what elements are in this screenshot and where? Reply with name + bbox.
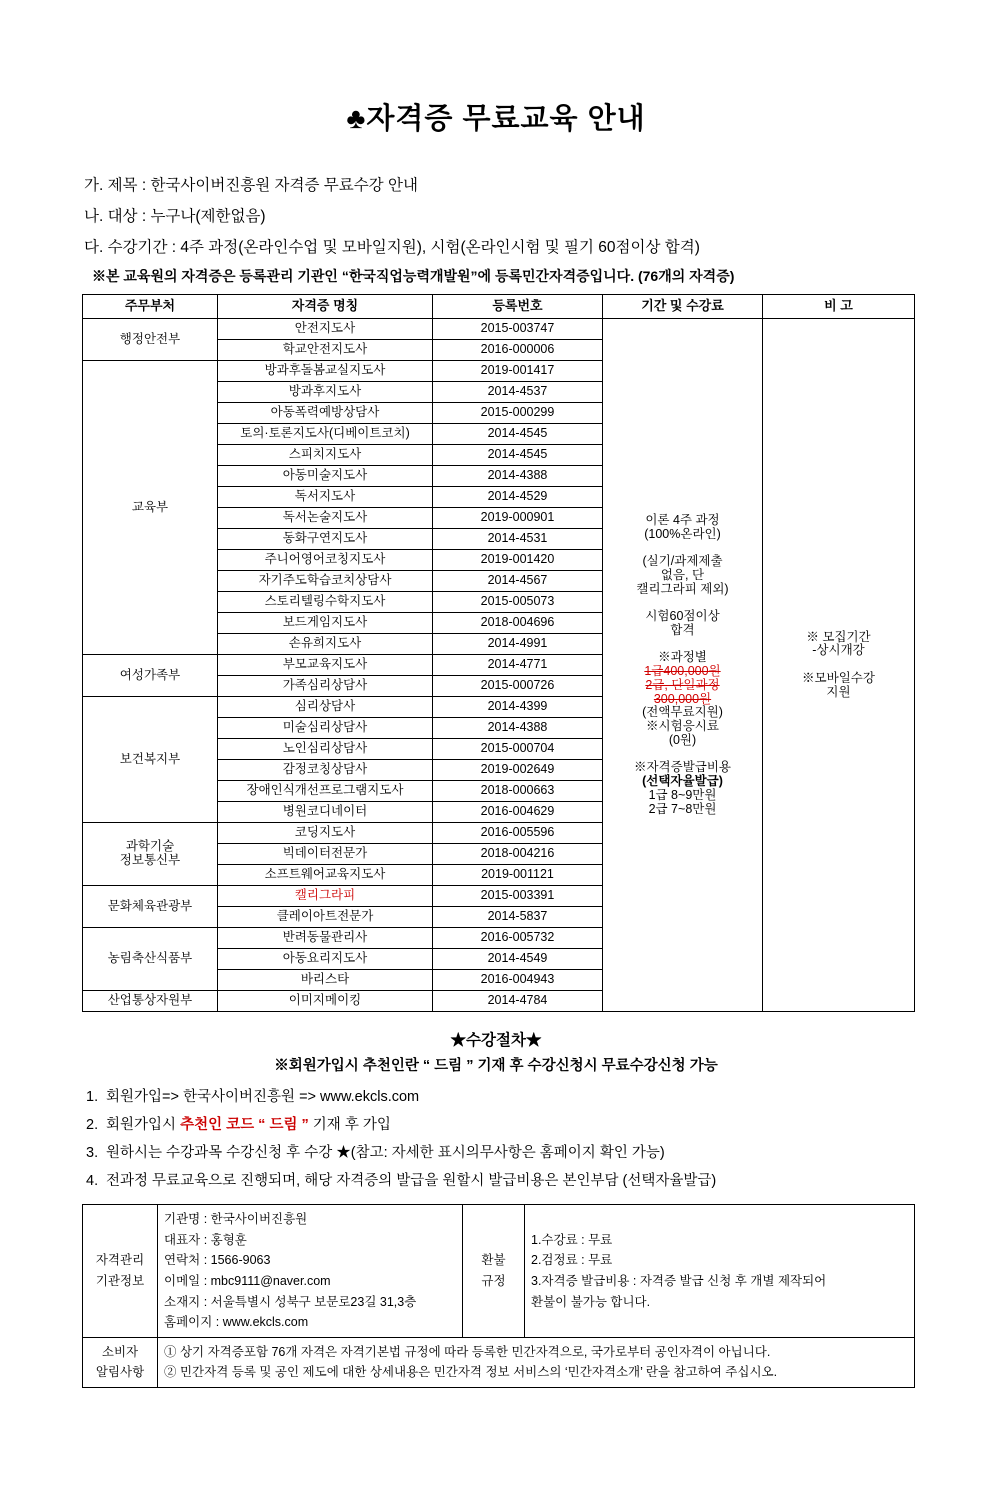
cell-certificate-name: 장애인식개선프로그램지도사 [218,781,433,802]
header-period-fee: 기간 및 수강료 [603,295,763,319]
cell-certificate-name: 손유희지도사 [218,634,433,655]
cell-registration-number: 2016-004943 [433,970,603,991]
intro-line-3: 다. 수강기간 : 4주 과정(온라인수업 및 모바일지원), 시험(온라인시험 및 필기 60점이상 합격) [84,239,700,256]
cell-certificate-name: 토의·토론지도사(디베이트코치) [218,424,433,445]
cell-registration-number: 2014-5837 [433,907,603,928]
cell-registration-number: 2018-004696 [433,613,603,634]
header-reg-number: 등록번호 [433,295,603,319]
cell-registration-number: 2018-004216 [433,844,603,865]
cell-certificate-name: 스피치지도사 [218,445,433,466]
institution-info-table [82,1204,915,1388]
cell-certificate-name: 독서지도사 [218,487,433,508]
cell-registration-number: 2014-4537 [433,382,603,403]
procedure-step-3: 3. 원하시는 수강과목 수강신청 후 수강 ★(참고: 자세한 표시의무사항은 홈페이지 확인 가능) [86,1145,665,1161]
procedure-step-2: 2. 회원가입시 추천인 코드 “ 드림 ” 기재 후 가입 [86,1117,391,1133]
cell-department: 농림축산식품부 [83,928,218,991]
intro-line-1: 가. 제목 : 한국사이버진흥원 자격증 무료수강 안내 [84,177,418,194]
cell-certificate-name: 보드게임지도사 [218,613,433,634]
cell-registration-number: 2018-000663 [433,781,603,802]
cell-department: 문화체육관광부 [83,886,218,928]
cell-remarks: ※ 모집기간 -상시개강 ※모바일수강 지원 [763,319,915,1012]
cell-registration-number: 2019-001417 [433,361,603,382]
cell-certificate-name: 독서논술지도사 [218,508,433,529]
cell-certificate-name: 아동폭력예방상담사 [218,403,433,424]
cell-department: 행정안전부 [83,319,218,361]
cell-certificate-name: 소프트웨어교육지도사 [218,865,433,886]
cell-registration-number: 2014-4771 [433,655,603,676]
info-label: 자격관리 기관정보 [83,1205,158,1338]
cell-certificate-name: 심리상담사 [218,697,433,718]
cell-certificate-name: 방과후돌봄교실지도사 [218,361,433,382]
refund-label: 환불 규정 [463,1205,525,1338]
cell-certificate-name: 캘리그라피 [218,886,433,907]
procedure-subheading: ※회원가입시 추천인란 “ 드림 ” 기재 후 수강신청시 무료수강신청 가능 [274,1058,718,1074]
page-title: ♣자격증 무료교육 안내 [346,103,646,135]
cell-department: 교육부 [83,361,218,655]
cell-certificate-name: 방과후지도사 [218,382,433,403]
procedure-steps [80,1085,912,1190]
cell-certificate-name: 아동요리지도사 [218,949,433,970]
document-page [0,96,992,1388]
header-dept: 주무부처 [83,295,218,319]
cell-registration-number: 2014-4549 [433,949,603,970]
cell-certificate-name: 바리스타 [218,970,433,991]
cell-certificate-name: 아동미술지도사 [218,466,433,487]
cell-certificate-name: 노인심리상담사 [218,739,433,760]
procedure-step-1: 1. 회원가입=> 한국사이버진흥원 => www.ekcls.com [86,1089,420,1105]
cell-department: 과학기술 정보통신부 [83,823,218,886]
notice-label: 소비자 알림사항 [83,1337,158,1387]
table-header-row [83,295,915,319]
cell-registration-number: 2014-4991 [433,634,603,655]
certificate-table [82,294,915,1012]
cell-certificate-name: 자기주도학습코치상담사 [218,571,433,592]
cell-registration-number: 2015-000704 [433,739,603,760]
cell-certificate-name: 이미지메이킹 [218,991,433,1012]
cell-department: 산업통상자원부 [83,991,218,1012]
cell-registration-number: 2015-000299 [433,403,603,424]
cell-registration-number: 2019-000901 [433,508,603,529]
notice-body: ① 상기 자격증포함 76개 자격은 자격기본법 규정에 따라 등록한 민간자격으로, 국가로부터 공인자격이 아닙니다. ② 민간자격 등록 및 공인 제도에 대한 상세내용은 민간자격 정보 서비스의 ‘민간자격소개’ 란을 참고하여 주십시오. [158,1337,915,1387]
cell-registration-number: 2014-4531 [433,529,603,550]
cell-registration-number: 2014-4567 [433,571,603,592]
cell-certificate-name: 스토리텔링수학지도사 [218,592,433,613]
cell-certificate-name: 안전지도사 [218,319,433,340]
table-row [83,319,915,340]
procedure-step-4: 4. 전과정 무료교육으로 진행되며, 해당 자격증의 발급을 원할시 발급비용은 본인부담 (선택자율발급) [86,1173,717,1189]
cell-registration-number: 2014-4399 [433,697,603,718]
cell-registration-number: 2014-4545 [433,445,603,466]
cell-certificate-name: 가족심리상담사 [218,676,433,697]
cell-registration-number: 2014-4388 [433,718,603,739]
cell-certificate-name: 빅데이터전문가 [218,844,433,865]
cell-registration-number: 2015-003747 [433,319,603,340]
cell-certificate-name: 학교안전지도사 [218,340,433,361]
intro-block [80,173,912,286]
cell-registration-number: 2016-005732 [433,928,603,949]
procedure-heading: ★수강절차★ [450,1032,542,1049]
cell-registration-number: 2016-005596 [433,823,603,844]
cell-registration-number: 2015-005073 [433,592,603,613]
cell-certificate-name: 코딩지도사 [218,823,433,844]
cell-registration-number: 2015-003391 [433,886,603,907]
cell-department: 보건복지부 [83,697,218,823]
info-body: 기관명 : 한국사이버진흥원 대표자 : 홍형훈 연락처 : 1566-9063 이메일 : mbc9111@naver.com 소재지 : 서울특별시 성북구 보문로23길 31,3층 홈페이지 : www.ekcls.com [158,1205,463,1338]
cell-registration-number: 2016-000006 [433,340,603,361]
cell-certificate-name: 클레이아트전문가 [218,907,433,928]
intro-line-2: 나. 대상 : 누구나(제한없음) [84,208,266,225]
cell-certificate-name: 반려동물관리사 [218,928,433,949]
cell-registration-number: 2015-000726 [433,676,603,697]
header-remarks: 비 고 [763,295,915,319]
refund-body: 1.수강료 : 무료 2.검정료 : 무료 3.자격증 발급비용 : 자격증 발급 신청 후 개별 제작되어 환불이 불가능 합니다. [525,1205,915,1338]
cell-certificate-name: 미술심리상담사 [218,718,433,739]
cell-certificate-name: 부모교육지도사 [218,655,433,676]
cell-registration-number: 2019-002649 [433,760,603,781]
cell-registration-number: 2014-4388 [433,466,603,487]
cell-registration-number: 2019-001420 [433,550,603,571]
cell-certificate-name: 병원코디네이터 [218,802,433,823]
cell-certificate-name: 동화구연지도사 [218,529,433,550]
cell-certificate-name: 감정코칭상담사 [218,760,433,781]
cell-period-and-fee: 이론 4주 과정 (100%온라인) (실기/과제제출 없음, 단 캘리그라피 제외) 시험60점이상 합격 ※과정별 1급400,000원 2급, 단일과정 300,000원 (전액무료지원) ※시험응시료 (0원) ※자격증발급비용 (선택자율발급) 1급 8~9만원 2급 7~8만원 [603,319,763,1012]
cell-certificate-name: 주니어영어코칭지도사 [218,550,433,571]
cell-department: 여성가족부 [83,655,218,697]
cell-registration-number: 2016-004629 [433,802,603,823]
cell-registration-number: 2014-4784 [433,991,603,1012]
registration-note: ※본 교육원의 자격증은 등록관리 기관인 “한국직업능력개발원”에 등록민간자격증입니다. (76개의 자격증) [92,268,735,284]
cell-registration-number: 2014-4529 [433,487,603,508]
cell-registration-number: 2014-4545 [433,424,603,445]
header-cert-name: 자격증 명칭 [218,295,433,319]
cell-registration-number: 2019-001121 [433,865,603,886]
